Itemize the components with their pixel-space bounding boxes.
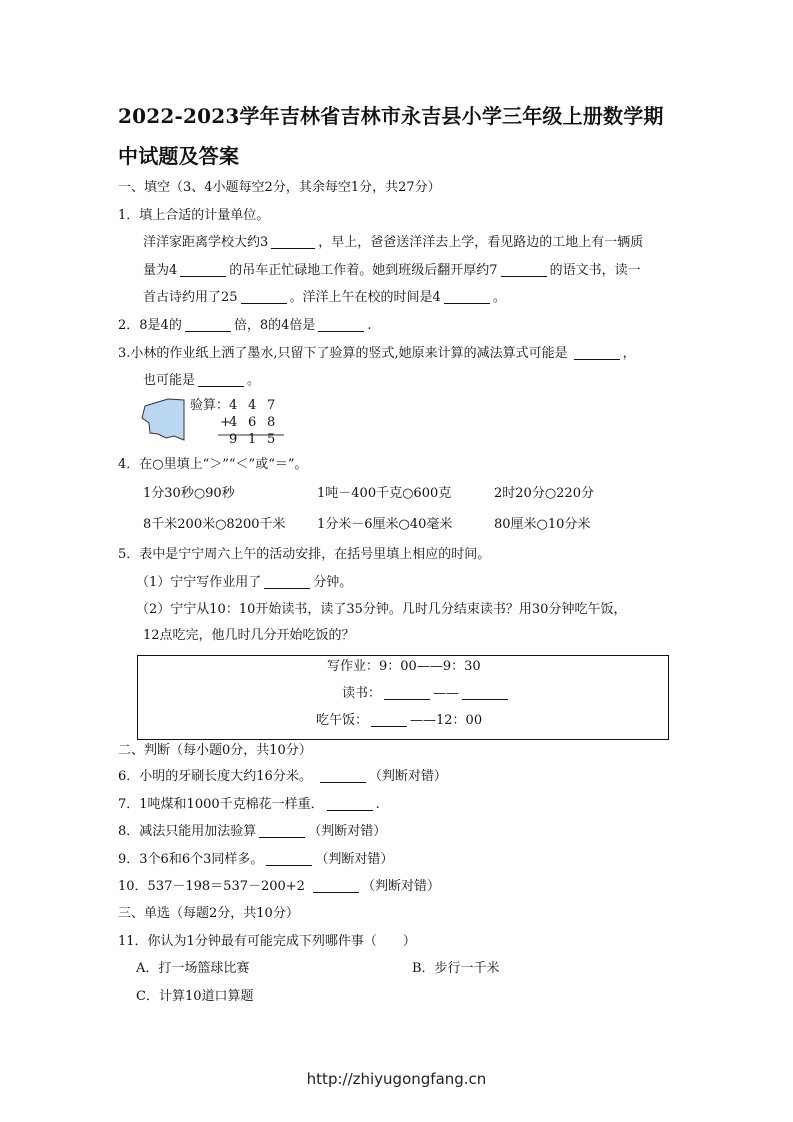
answer-blank[interactable] xyxy=(501,262,547,277)
answer-blank[interactable] xyxy=(444,289,490,304)
q5-part1: （1）宁宁写作业用了 分钟。 xyxy=(136,575,353,590)
sum-digit: 1 xyxy=(248,432,257,447)
compare-item: 2时20分○220分 xyxy=(494,486,594,501)
q6-line: 6．小明的牙刷长度大约16分米。 （判断对错） xyxy=(118,769,447,784)
section-2-heading: 二、判断（每小题0分，共10分） xyxy=(118,743,312,758)
addend1-digit: 4 xyxy=(229,398,238,413)
q9-line: 9．3个6和6个3同样多。 （判断对错） xyxy=(118,852,394,867)
answer-blank[interactable] xyxy=(318,317,364,332)
q1-line2: 量为4 的吊车正忙碌地工作着。她到班级后翻开厚约7 的语文书，读一 xyxy=(143,263,641,278)
answer-blank[interactable] xyxy=(371,712,407,727)
compare-item: 1吨－400千克○600克 xyxy=(317,486,452,501)
q5-stem: 5．表中是宁宁周六上午的活动安排，在括号里填上相应的时间。 xyxy=(118,547,491,562)
q5-part2-line1: （2）宁宁从10：10开始读书，读了35分钟。几时几分结束读书？用30分钟吃午饭， xyxy=(136,602,627,617)
compare-item: 1分米－6厘米○40毫米 xyxy=(317,517,453,532)
q10-line: 10．537－198＝537－200+2 （判断对错） xyxy=(118,879,440,894)
answer-blank[interactable] xyxy=(384,685,430,700)
answer-blank[interactable] xyxy=(259,823,305,838)
q11-stem: 11．你认为1分钟最有可能完成下列哪件事（ ） xyxy=(118,934,416,949)
section-1-heading: 一、填空（3、4小题每空2分，其余每空1分，共27分） xyxy=(118,180,441,195)
footer-url: http://zhiyugongfang.cn xyxy=(306,1070,487,1088)
q1-line3: 首古诗约用了25 。洋洋上午在校的时间是4 。 xyxy=(143,290,506,305)
q11-option-a[interactable]: A．打一场篮球比赛 xyxy=(136,961,250,976)
answer-blank[interactable] xyxy=(185,317,231,332)
compare-item: 80厘米○10分米 xyxy=(494,517,591,532)
q3-line2: 也可能是 。 xyxy=(143,373,261,388)
answer-blank[interactable] xyxy=(313,878,359,893)
addend2-digit: 6 xyxy=(248,415,257,430)
answer-blank[interactable] xyxy=(327,796,373,811)
answer-blank[interactable] xyxy=(198,372,244,387)
compare-item: 8千米200米○8200千米 xyxy=(143,517,286,532)
schedule-lunch: 吃午饭： ——12：00 xyxy=(316,713,483,728)
compare-item: 1分30秒○90秒 xyxy=(143,486,235,501)
answer-blank[interactable] xyxy=(574,345,620,360)
q2-line: 2．8是4的 倍，8的4倍是 . xyxy=(118,318,372,333)
answer-blank[interactable] xyxy=(241,289,287,304)
sum-digit: 9 xyxy=(229,432,238,447)
answer-blank[interactable] xyxy=(264,574,310,589)
plus-sign: + xyxy=(220,415,231,430)
q4-stem: 4．在○里填上“＞”“＜”或“＝”。 xyxy=(118,457,308,472)
answer-blank[interactable] xyxy=(180,262,226,277)
sum-digit: 5 xyxy=(267,432,276,447)
addend2-digit: 8 xyxy=(267,415,276,430)
answer-blank[interactable] xyxy=(462,685,508,700)
addend1-digit: 7 xyxy=(267,398,276,413)
q11-option-b[interactable]: B．步行一千米 xyxy=(412,961,500,976)
addend2-digit: 4 xyxy=(229,415,238,430)
section-3-heading: 三、单选（每题2分，共10分） xyxy=(118,906,299,921)
ink-blot-shape xyxy=(142,399,184,440)
schedule-homework: 写作业：9：00——9：30 xyxy=(327,659,481,674)
q7-line: 7．1吨煤和1000千克棉花一样重． . xyxy=(118,797,380,812)
q8-line: 8．减法只能用加法验算 （判断对错） xyxy=(118,824,387,839)
q1-line1: 洋洋家距离学校大约3 ，早上，爸爸送洋洋去上学，看见路边的工地上有一辆质 xyxy=(143,235,644,250)
answer-blank[interactable] xyxy=(271,234,315,249)
q5-part2-line2: 12点吃完，他几时几分开始吃饭的？ xyxy=(143,628,355,643)
answer-blank[interactable] xyxy=(266,851,312,866)
check-label: 验算： xyxy=(190,398,230,413)
q11-option-c[interactable]: C．计算10道口算题 xyxy=(136,989,254,1004)
schedule-reading: 读书： —— xyxy=(342,685,511,703)
addend1-digit: 4 xyxy=(248,398,257,413)
answer-blank[interactable] xyxy=(320,768,366,783)
page-title: 2022-2023学年吉林省吉林市永吉县小学三年级上册数学期中试题及答案 xyxy=(118,104,664,168)
q1-stem: 1．填上合适的计量单位。 xyxy=(118,208,270,223)
q3-line1: 3.小林的作业纸上洒了墨水,只留下了验算的竖式,她原来计算的减法算式可能是 ， xyxy=(118,346,636,361)
